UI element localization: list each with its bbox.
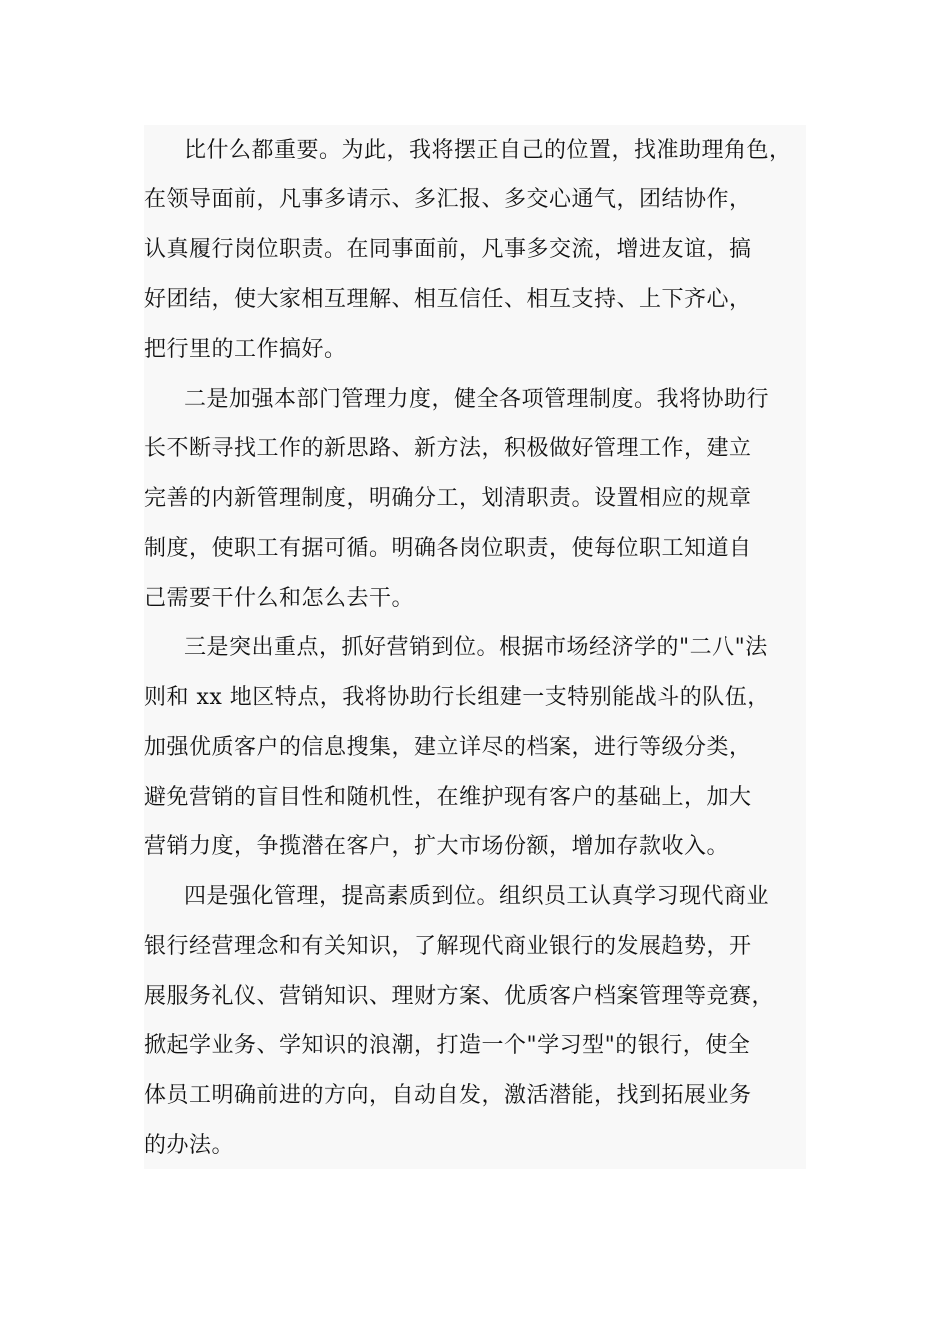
text-line: 在领导面前，凡事多请示、多汇报、多交心通气，团结协作， xyxy=(144,187,752,212)
text-line: 体员工明确前进的方向，自动自发，激活潜能，找到拓展业务 xyxy=(144,1083,752,1108)
text-line: 比什么都重要。为此，我将摆正自己的位置，找准助理角色， xyxy=(184,138,792,163)
text-line: 四是强化管理，提高素质到位。组织员工认真学习现代商业 xyxy=(184,884,770,909)
text-line: 把行里的工作搞好。 xyxy=(144,337,347,362)
text-line: 则和 xx 地区特点，我将协助行长组建一支特别能战斗的队伍， xyxy=(144,685,770,710)
text-line: 二是加强本部门管理力度，健全各项管理制度。我将协助行 xyxy=(184,387,770,412)
text-line: 好团结，使大家相互理解、相互信任、相互支持、上下齐心， xyxy=(144,287,752,312)
text-line: 完善的内新管理制度，明确分工，划清职责。设置相应的规章 xyxy=(144,486,752,511)
text-line: 展服务礼仪、营销知识、理财方案、优质客户档案管理等竞赛， xyxy=(144,984,775,1009)
text-line: 长不断寻找工作的新思路、新方法，积极做好管理工作，建立 xyxy=(144,436,752,461)
text-line: 三是突出重点，抓好营销到位。根据市场经济学的"二八"法 xyxy=(184,635,768,660)
document-text-block xyxy=(144,125,806,1169)
text-line: 加强优质客户的信息搜集，建立详尽的档案，进行等级分类， xyxy=(144,735,752,760)
text-line: 营销力度，争揽潜在客户，扩大市场份额，增加存款收入。 xyxy=(144,834,730,859)
text-line: 避免营销的盲目性和随机性，在维护现有客户的基础上，加大 xyxy=(144,785,752,810)
text-line: 认真履行岗位职责。在同事面前，凡事多交流，增进友谊，搞 xyxy=(144,237,752,262)
text-line: 银行经营理念和有关知识，了解现代商业银行的发展趋势，开 xyxy=(144,934,752,959)
text-line: 的办法。 xyxy=(144,1133,235,1158)
text-line: 己需要干什么和怎么去干。 xyxy=(144,586,415,611)
text-line: 制度，使职工有据可循。明确各岗位职责，使每位职工知道自 xyxy=(144,536,752,561)
text-line: 掀起学业务、学知识的浪潮，打造一个"学习型"的银行，使全 xyxy=(144,1033,751,1058)
